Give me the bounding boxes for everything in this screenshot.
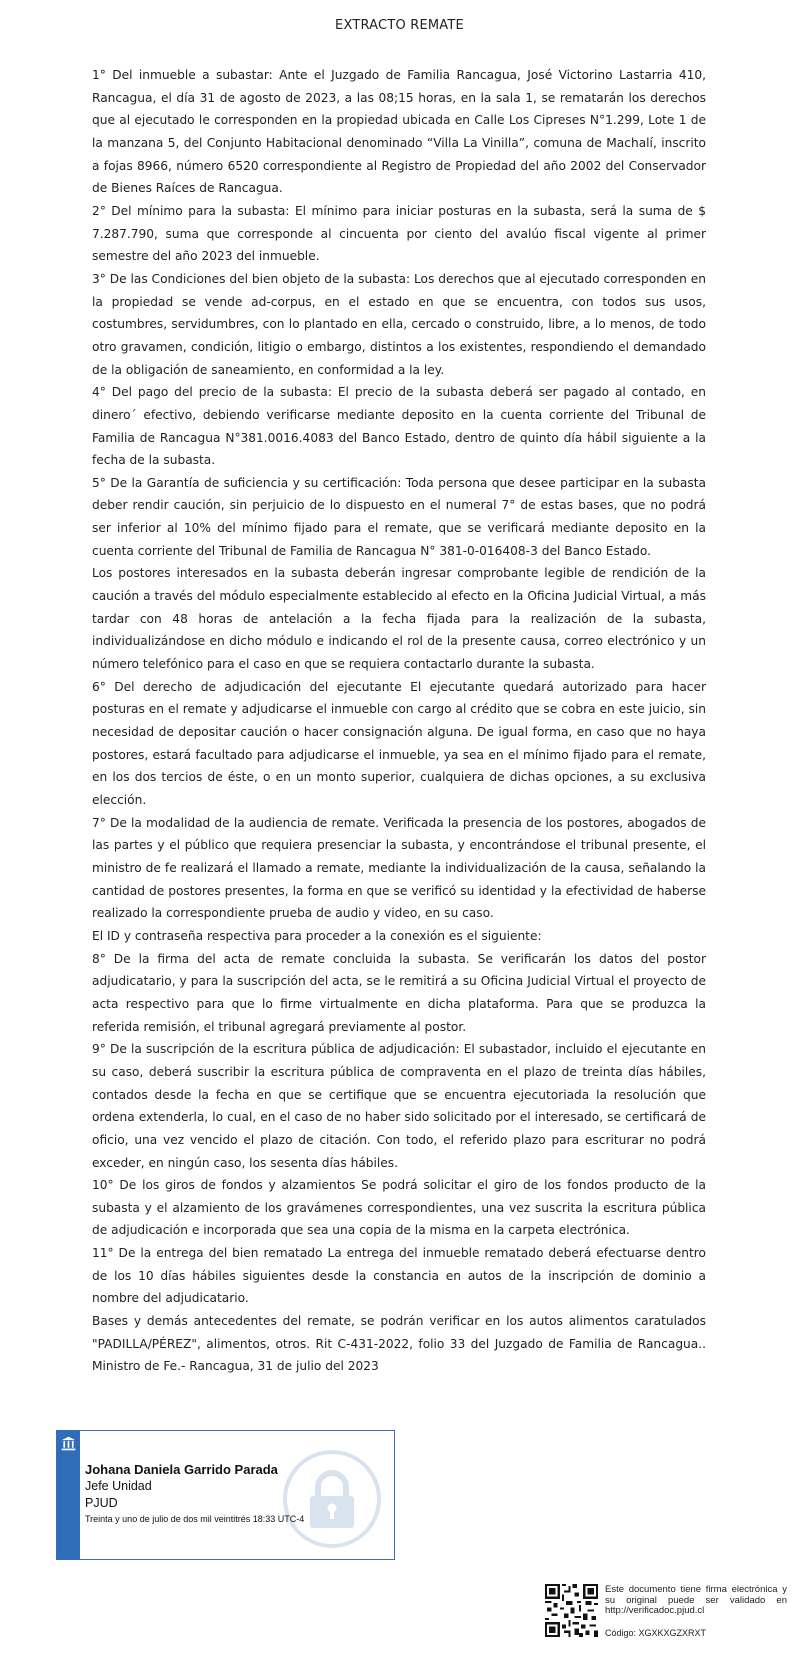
paragraph-1: 1° Del inmueble a subastar: Ante el Juzgado de Familia Rancagua, José Victorino Lastarria 410, Rancagua, el día 31 de agosto de 2023, a las 08;15 horas, en la sala 1, se rematarán los derechos que al ejecutado le corresponden en la propiedad ubicada en Calle Los Cipreses N°1.299, Lote 1 de la manzana 5, del Conjunto Habitacional denominado “Villa La Vinilla”, comuna de Machalí, inscrito a fojas 8966, número 6520 correspondiente al Registro de Propiedad del año 2002 del Conservador de Bienes Raíces de Rancagua. xyxy=(92,68,706,196)
paragraph-3: 3° De las Condiciones del bien objeto de la subasta: Los derechos que al ejecutado corresponden en la propiedad se vende ad-corpus, en el estado en que se encuentra, con todos sus usos, costumbres, servidumbres, con lo plantado en ella, cercado o construido, libre, a lo menos, de todo otro gravamen, condición, litigio o embargo, distintos a los existentes, respondiendo el demandado de la obligación de saneamiento, en conformidad a la ley. xyxy=(92,271,706,377)
signer-name: Johana Daniela Garrido Parada xyxy=(85,1462,278,1477)
signature-date: Treinta y uno de julio de dos mil veintitrés 18:33 UTC-4 xyxy=(85,1514,305,1524)
signature-bar xyxy=(57,1431,80,1559)
paragraph-8: 8° De la firma del acta de remate concluida la subasta. Se verificarán los datos del postor adjudicatario, y para la suscripción del acta, se le remitirá a su Oficina Judicial Virtual el proyecto de acta respectivo para que lo firme virtualmente en dicha plataforma. Para que se produzca la referida remisión, el tribunal agregará previamente al postor. xyxy=(92,951,706,1034)
document-title: EXTRACTO REMATE xyxy=(335,18,464,33)
paragraph-2: 2° Del mínimo para la subasta: El mínimo para iniciar posturas en la subasta, será la suma de $ 7.287.790, suma que corresponde al cincuenta por ciento del avalúo fiscal vigente al primer semestre del año 2023 del inmueble. xyxy=(92,203,706,264)
paragraph-5: 5° De la Garantía de suficiencia y su certificación: Toda persona que desee participar en la subasta deber rendir caución, sin perjuicio de lo dispuesto en el numeral 7° de estas bases, que no podrá ser inferior al 10% del mínimo fijado para el remate, que se verificará mediante deposito en la cuenta corriente del Tribunal de Familia de Rancagua N° 381-0-016408-3 del Banco Estado. xyxy=(92,475,706,558)
paragraph-7: 7° De la modalidad de la audiencia de remate. Verificada la presencia de los postores, abogados de las partes y el público que requiera presenciar la subasta, y encontrándose el tribunal presente, el ministro de fe realizará el llamado a remate, mediante la individualización de la causa, señalando la cantidad de postores presentes, la forma en que se verificó su identidad y la efectividad de haberse realizado la correspondiente prueba de audio y video, en su caso. xyxy=(92,815,706,921)
courthouse-icon xyxy=(60,1435,77,1452)
paragraph-5-postores: Los postores interesados en la subasta deberán ingresar comprobante legible de rendición de la caución a través del módulo especialmente establecido al efecto en la Oficina Judicial Virtual, a más tardar con 48 horas de antelación a la fecha fijada para la realización de la subasta, individualizándose en dicho módulo e indicando el rol de la presente causa, correo electrónico y un número telefónico para el caso en que se requiera contactarlo durante la subasta. xyxy=(92,566,706,672)
paragraph-11: 11° De la entrega del bien rematado La entrega del inmueble rematado deberá efectuarse dentro de los 10 días hábiles siguientes desde la constancia en autos de la inscripción de dominio a nombre del adjudicatario. xyxy=(92,1246,706,1306)
signer-org: PJUD xyxy=(85,1496,118,1510)
paragraph-6: 6° Del derecho de adjudicación del ejecutante El ejecutante quedará autorizado para hacer posturas en el remate y adjudicarse el inmueble con cargo al crédito que se cobra en este juicio, sin necesidad de depositar caución o hacer consignación alguna. De igual forma, en caso que no haya postores, estará facultado para adjudicarse el inmueble, ya sea en el mínimo fijado para el remate, en los dos tercios de éste, o en un monto superior, cualquiera de dichas opciones, a su exclusiva elección. xyxy=(92,679,706,807)
paragraph-9: 9° De la suscripción de la escritura pública de adjudicación: El subastador, incluido el ejecutante en su caso, deberá suscribir la escritura pública de compraventa en el plazo de treinta días hábiles, contados desde la fecha en que se certifique que se encuentra ejecutoriada la resolución que ordena extenderla, lo cual, en el caso de no haber sido solicitado por el interesado, se certificará de oficio, una vez vencido el plazo de citación. Con todo, el referido plazo para escriturar no podrá exceder, en ningún caso, los sesenta días hábiles. xyxy=(92,1042,706,1170)
paragraph-7-id: El ID y contraseña respectiva para proceder a la conexión es el siguiente: xyxy=(92,928,542,943)
qr-code-icon xyxy=(545,1584,598,1637)
paragraph-closing: Bases y demás antecedentes del remate, se podrán verificar en los autos alimentos caratulados "PADILLA/PÉREZ", alimentos, otros. Rit C-431-2022, folio 33 del Juzgado de Familia de Rancagua.. Ministro de Fe.- Rancagua, 31 de julio del 2023 xyxy=(92,1314,706,1374)
paragraph-10: 10° De los giros de fondos y alzamientos Se podrá solicitar el giro de los fondos producto de la subasta y el alzamiento de los gravámenes correspondientes, una vez suscrita la escritura pública de adjudicación e incorporada que sea una copia de la misma en la carpeta electrónica. xyxy=(92,1178,706,1238)
verification-code: Código: XGXKXGZXRXT xyxy=(605,1628,707,1638)
signer-role: Jefe Unidad xyxy=(85,1479,152,1493)
document-body xyxy=(92,64,706,1378)
paragraph-4: 4° Del pago del precio de la subasta: El precio de la subasta deberá ser pagado al contado, en dinero´ efectivo, debiendo verificarse mediante deposito en la cuenta corriente del Tribunal de Familia de Rancagua N°381.0016.4083 del Banco Estado, dentro de quinto día hábil siguiente a la fecha de la subasta. xyxy=(92,385,706,468)
verification-note: Este documento tiene firma electrónica y su original puede ser validado en http://verificadoc.pjud.cl xyxy=(605,1584,787,1616)
signature-card xyxy=(56,1430,395,1560)
signature-details xyxy=(85,1461,304,1524)
